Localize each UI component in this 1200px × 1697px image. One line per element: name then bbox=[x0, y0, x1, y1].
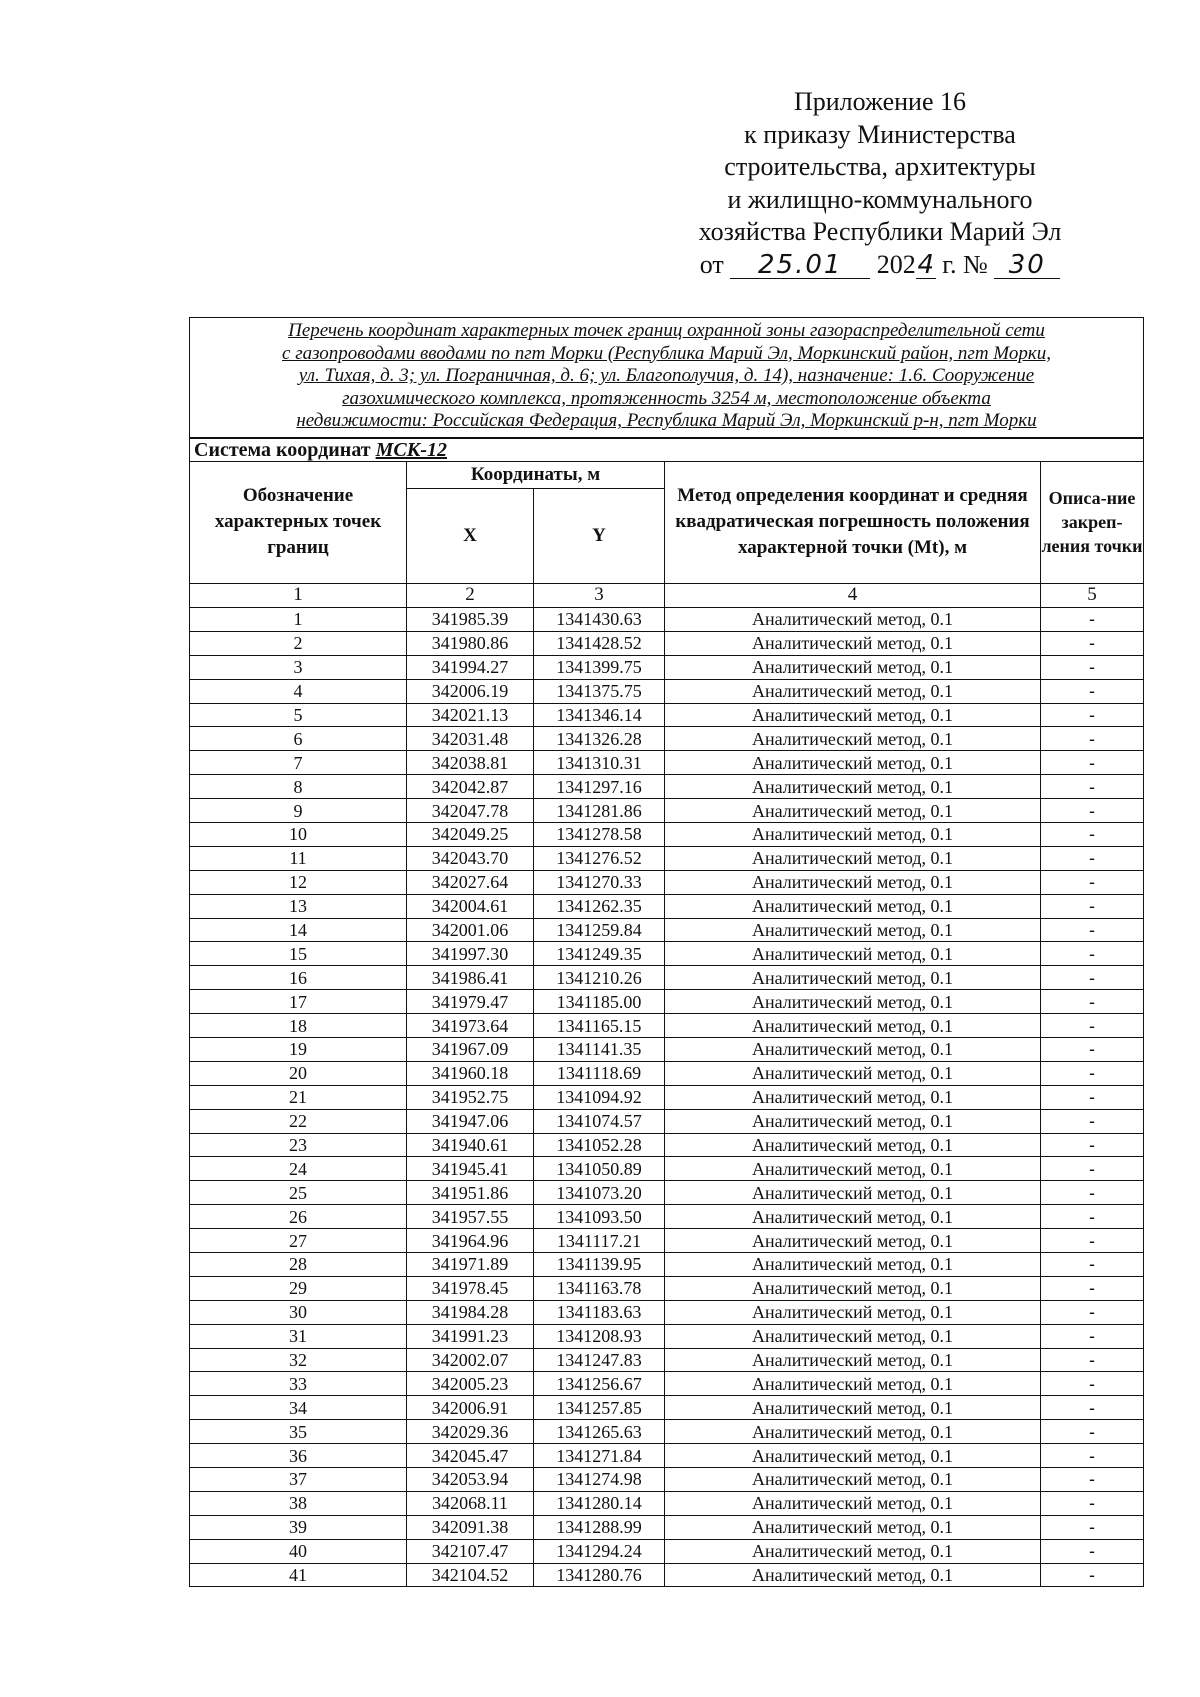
coord-y: 1341346.14 bbox=[534, 703, 665, 727]
coord-y: 1341074.57 bbox=[534, 1109, 665, 1133]
coord-x: 341986.41 bbox=[407, 966, 534, 990]
point-number: 40 bbox=[190, 1539, 407, 1563]
coord-y: 1341165.15 bbox=[534, 1014, 665, 1038]
coordinate-system bbox=[190, 438, 1144, 462]
point-number: 3 bbox=[190, 655, 407, 679]
description: - bbox=[1041, 1109, 1144, 1133]
coord-x: 341971.89 bbox=[407, 1253, 534, 1277]
coord-x: 342045.47 bbox=[407, 1444, 534, 1468]
point-number: 34 bbox=[190, 1396, 407, 1420]
coord-x: 341980.86 bbox=[407, 631, 534, 655]
column-number: 3 bbox=[534, 583, 665, 607]
table-row bbox=[190, 751, 1144, 775]
description: - bbox=[1041, 1324, 1144, 1348]
column-number: 5 bbox=[1041, 583, 1144, 607]
description: - bbox=[1041, 1205, 1144, 1229]
table-row bbox=[190, 1348, 1144, 1372]
coord-x: 342001.06 bbox=[407, 918, 534, 942]
coord-y: 1341052.28 bbox=[534, 1133, 665, 1157]
point-number: 4 bbox=[190, 679, 407, 703]
table-row bbox=[190, 822, 1144, 846]
coord-y: 1341430.63 bbox=[534, 607, 665, 631]
table-row bbox=[190, 1396, 1144, 1420]
coord-y: 1341073.20 bbox=[534, 1181, 665, 1205]
coord-x: 342004.61 bbox=[407, 894, 534, 918]
method: Аналитический метод, 0.1 bbox=[665, 1061, 1041, 1085]
table-row bbox=[190, 679, 1144, 703]
coord-y: 1341281.86 bbox=[534, 799, 665, 823]
point-number: 36 bbox=[190, 1444, 407, 1468]
point-number: 2 bbox=[190, 631, 407, 655]
description: - bbox=[1041, 1085, 1144, 1109]
coordinate-system-value: МСК-12 bbox=[375, 438, 447, 461]
table-row bbox=[190, 1205, 1144, 1229]
description: - bbox=[1041, 775, 1144, 799]
coord-y: 1341294.24 bbox=[534, 1539, 665, 1563]
coord-x: 342053.94 bbox=[407, 1468, 534, 1492]
method: Аналитический метод, 0.1 bbox=[665, 703, 1041, 727]
description: - bbox=[1041, 894, 1144, 918]
coordinate-system-row bbox=[190, 438, 1144, 462]
method: Аналитический метод, 0.1 bbox=[665, 727, 1041, 751]
point-number: 29 bbox=[190, 1276, 407, 1300]
header-y: Y bbox=[534, 488, 665, 583]
method: Аналитический метод, 0.1 bbox=[665, 1229, 1041, 1253]
point-number: 33 bbox=[190, 1372, 407, 1396]
description: - bbox=[1041, 1468, 1144, 1492]
year-prefix: 202 bbox=[876, 249, 916, 279]
method: Аналитический метод, 0.1 bbox=[665, 1468, 1041, 1492]
description: - bbox=[1041, 631, 1144, 655]
method: Аналитический метод, 0.1 bbox=[665, 751, 1041, 775]
method: Аналитический метод, 0.1 bbox=[665, 799, 1041, 823]
coord-y: 1341280.14 bbox=[534, 1491, 665, 1515]
table-row bbox=[190, 942, 1144, 966]
description: - bbox=[1041, 655, 1144, 679]
coord-y: 1341265.63 bbox=[534, 1420, 665, 1444]
point-number: 16 bbox=[190, 966, 407, 990]
description: - bbox=[1041, 1396, 1144, 1420]
coord-x: 342029.36 bbox=[407, 1420, 534, 1444]
point-number: 32 bbox=[190, 1348, 407, 1372]
point-number: 10 bbox=[190, 822, 407, 846]
description: - bbox=[1041, 1229, 1144, 1253]
ministry-line-2: и жилищно-коммунального bbox=[727, 184, 1033, 214]
method: Аналитический метод, 0.1 bbox=[665, 870, 1041, 894]
method: Аналитический метод, 0.1 bbox=[665, 1276, 1041, 1300]
coord-x: 342107.47 bbox=[407, 1539, 534, 1563]
description: - bbox=[1041, 1181, 1144, 1205]
coord-x: 341967.09 bbox=[407, 1038, 534, 1062]
point-number: 39 bbox=[190, 1515, 407, 1539]
coord-x: 341984.28 bbox=[407, 1300, 534, 1324]
method: Аналитический метод, 0.1 bbox=[665, 1372, 1041, 1396]
table-row bbox=[190, 1563, 1144, 1587]
description: - bbox=[1041, 607, 1144, 631]
table-row bbox=[190, 1515, 1144, 1539]
coord-y: 1341094.92 bbox=[534, 1085, 665, 1109]
table-row bbox=[190, 1444, 1144, 1468]
coord-y: 1341399.75 bbox=[534, 655, 665, 679]
coord-y: 1341276.52 bbox=[534, 846, 665, 870]
coord-x: 342038.81 bbox=[407, 751, 534, 775]
table-row bbox=[190, 799, 1144, 823]
coord-x: 342068.11 bbox=[407, 1491, 534, 1515]
table-row bbox=[190, 1491, 1144, 1515]
coord-y: 1341256.67 bbox=[534, 1372, 665, 1396]
method: Аналитический метод, 0.1 bbox=[665, 942, 1041, 966]
method: Аналитический метод, 0.1 bbox=[665, 918, 1041, 942]
coord-x: 341940.61 bbox=[407, 1133, 534, 1157]
description: - bbox=[1041, 1491, 1144, 1515]
coord-y: 1341210.26 bbox=[534, 966, 665, 990]
coord-y: 1341288.99 bbox=[534, 1515, 665, 1539]
order-date-line bbox=[660, 249, 1100, 282]
table-title-line: Перечень координат характерных точек границ охранной зоны газораспределительной сети bbox=[288, 320, 1045, 341]
table-row bbox=[190, 1157, 1144, 1181]
method: Аналитический метод, 0.1 bbox=[665, 775, 1041, 799]
point-number: 23 bbox=[190, 1133, 407, 1157]
table-row bbox=[190, 1014, 1144, 1038]
coord-y: 1341274.98 bbox=[534, 1468, 665, 1492]
number-prefix: г. № bbox=[942, 249, 988, 279]
order-number: 30 bbox=[994, 252, 1060, 279]
point-number: 30 bbox=[190, 1300, 407, 1324]
method: Аналитический метод, 0.1 bbox=[665, 990, 1041, 1014]
table-row bbox=[190, 846, 1144, 870]
coord-x: 342006.19 bbox=[407, 679, 534, 703]
table-row bbox=[190, 894, 1144, 918]
coord-x: 341985.39 bbox=[407, 607, 534, 631]
column-number-row bbox=[190, 583, 1144, 607]
point-number: 21 bbox=[190, 1085, 407, 1109]
coord-x: 342021.13 bbox=[407, 703, 534, 727]
coord-x: 342031.48 bbox=[407, 727, 534, 751]
coord-y: 1341050.89 bbox=[534, 1157, 665, 1181]
point-number: 28 bbox=[190, 1253, 407, 1277]
coord-y: 1341093.50 bbox=[534, 1205, 665, 1229]
point-number: 24 bbox=[190, 1157, 407, 1181]
description: - bbox=[1041, 1253, 1144, 1277]
coord-x: 341991.23 bbox=[407, 1324, 534, 1348]
coord-y: 1341297.16 bbox=[534, 775, 665, 799]
coord-y: 1341118.69 bbox=[534, 1061, 665, 1085]
coord-x: 341979.47 bbox=[407, 990, 534, 1014]
coord-x: 341952.75 bbox=[407, 1085, 534, 1109]
description: - bbox=[1041, 727, 1144, 751]
description: - bbox=[1041, 1157, 1144, 1181]
point-number: 35 bbox=[190, 1420, 407, 1444]
method: Аналитический метод, 0.1 bbox=[665, 607, 1041, 631]
table-row bbox=[190, 655, 1144, 679]
description: - bbox=[1041, 1515, 1144, 1539]
description: - bbox=[1041, 1563, 1144, 1587]
table-title-line: газохимического комплекса, протяженность 3254 м, местоположение объекта bbox=[342, 387, 991, 409]
point-number: 9 bbox=[190, 799, 407, 823]
description: - bbox=[1041, 1372, 1144, 1396]
table-title-row bbox=[190, 318, 1144, 438]
point-number: 1 bbox=[190, 607, 407, 631]
method: Аналитический метод, 0.1 bbox=[665, 1396, 1041, 1420]
point-number: 19 bbox=[190, 1038, 407, 1062]
method: Аналитический метод, 0.1 bbox=[665, 822, 1041, 846]
coord-x: 342104.52 bbox=[407, 1563, 534, 1587]
coord-x: 342091.38 bbox=[407, 1515, 534, 1539]
ministry-line-1: строительства, архитектуры bbox=[724, 152, 1036, 181]
coord-y: 1341117.21 bbox=[534, 1229, 665, 1253]
coord-y: 1341375.75 bbox=[534, 679, 665, 703]
point-number: 15 bbox=[190, 942, 407, 966]
coord-y: 1341257.85 bbox=[534, 1396, 665, 1420]
coord-x: 341994.27 bbox=[407, 655, 534, 679]
coord-y: 1341141.35 bbox=[534, 1038, 665, 1062]
column-number: 2 bbox=[407, 583, 534, 607]
method: Аналитический метод, 0.1 bbox=[665, 1420, 1041, 1444]
coord-y: 1341278.58 bbox=[534, 822, 665, 846]
description: - bbox=[1041, 942, 1144, 966]
ministry-line-3: хозяйства Республики Марий Эл bbox=[698, 217, 1062, 246]
point-number: 11 bbox=[190, 846, 407, 870]
table-row bbox=[190, 607, 1144, 631]
method: Аналитический метод, 0.1 bbox=[665, 1133, 1041, 1157]
description: - bbox=[1041, 679, 1144, 703]
coord-y: 1341270.33 bbox=[534, 870, 665, 894]
method: Аналитический метод, 0.1 bbox=[665, 846, 1041, 870]
method: Аналитический метод, 0.1 bbox=[665, 1181, 1041, 1205]
point-number: 8 bbox=[190, 775, 407, 799]
point-number: 25 bbox=[190, 1181, 407, 1205]
method: Аналитический метод, 0.1 bbox=[665, 1491, 1041, 1515]
table-row bbox=[190, 1085, 1144, 1109]
coord-y: 1341183.63 bbox=[534, 1300, 665, 1324]
coord-x: 342006.91 bbox=[407, 1396, 534, 1420]
coord-x: 341973.64 bbox=[407, 1014, 534, 1038]
method: Аналитический метод, 0.1 bbox=[665, 1300, 1041, 1324]
method: Аналитический метод, 0.1 bbox=[665, 1539, 1041, 1563]
coord-y: 1341249.35 bbox=[534, 942, 665, 966]
table-row bbox=[190, 1061, 1144, 1085]
point-number: 12 bbox=[190, 870, 407, 894]
table-row bbox=[190, 1109, 1144, 1133]
description: - bbox=[1041, 1420, 1144, 1444]
table-row bbox=[190, 870, 1144, 894]
method: Аналитический метод, 0.1 bbox=[665, 1444, 1041, 1468]
table-row bbox=[190, 1468, 1144, 1492]
appendix-title: Приложение 16 bbox=[793, 87, 967, 116]
method: Аналитический метод, 0.1 bbox=[665, 1157, 1041, 1181]
coord-x: 342047.78 bbox=[407, 799, 534, 823]
description: - bbox=[1041, 1276, 1144, 1300]
table-row bbox=[190, 727, 1144, 751]
appendix-header bbox=[660, 86, 1100, 281]
method: Аналитический метод, 0.1 bbox=[665, 894, 1041, 918]
year-digit: 4 bbox=[917, 249, 934, 280]
point-number: 20 bbox=[190, 1061, 407, 1085]
method: Аналитический метод, 0.1 bbox=[665, 1085, 1041, 1109]
column-number: 4 bbox=[665, 583, 1041, 607]
table-row bbox=[190, 918, 1144, 942]
header-coordinates: Координаты, м bbox=[407, 461, 665, 488]
coord-x: 341964.96 bbox=[407, 1229, 534, 1253]
method: Аналитический метод, 0.1 bbox=[665, 1038, 1041, 1062]
coordinate-system-label: Система координат bbox=[194, 438, 371, 461]
table-row bbox=[190, 1229, 1144, 1253]
point-number: 6 bbox=[190, 727, 407, 751]
table-title bbox=[190, 318, 1144, 438]
order-ref-line: к приказу Министерства bbox=[744, 119, 1016, 149]
table-title-line: ул. Тихая, д. 3; ул. Пограничная, д. 6; ул. Благополучия, д. 14), назначение: 1.6. Сооружение bbox=[298, 365, 1035, 387]
description: - bbox=[1041, 846, 1144, 870]
coord-x: 342005.23 bbox=[407, 1372, 534, 1396]
method: Аналитический метод, 0.1 bbox=[665, 1205, 1041, 1229]
point-number: 7 bbox=[190, 751, 407, 775]
table-row bbox=[190, 1038, 1144, 1062]
table-row bbox=[190, 1324, 1144, 1348]
coord-y: 1341262.35 bbox=[534, 894, 665, 918]
table-row bbox=[190, 966, 1144, 990]
order-date: 25.01 bbox=[730, 252, 870, 279]
coord-x: 342027.64 bbox=[407, 870, 534, 894]
method: Аналитический метод, 0.1 bbox=[665, 1515, 1041, 1539]
point-number: 14 bbox=[190, 918, 407, 942]
coord-x: 342043.70 bbox=[407, 846, 534, 870]
method: Аналитический метод, 0.1 bbox=[665, 631, 1041, 655]
description: - bbox=[1041, 1300, 1144, 1324]
coord-x: 342002.07 bbox=[407, 1348, 534, 1372]
description: - bbox=[1041, 1539, 1144, 1563]
coord-x: 341945.41 bbox=[407, 1157, 534, 1181]
table-row bbox=[190, 1539, 1144, 1563]
description: - bbox=[1041, 1444, 1144, 1468]
coord-y: 1341310.31 bbox=[534, 751, 665, 775]
method: Аналитический метод, 0.1 bbox=[665, 1348, 1041, 1372]
header-row-1 bbox=[190, 461, 1144, 488]
method: Аналитический метод, 0.1 bbox=[665, 1253, 1041, 1277]
coord-x: 341957.55 bbox=[407, 1205, 534, 1229]
header-x: X bbox=[407, 488, 534, 583]
description: - bbox=[1041, 799, 1144, 823]
coord-y: 1341247.83 bbox=[534, 1348, 665, 1372]
table-row bbox=[190, 1133, 1144, 1157]
method: Аналитический метод, 0.1 bbox=[665, 1563, 1041, 1587]
description: - bbox=[1041, 870, 1144, 894]
coord-y: 1341428.52 bbox=[534, 631, 665, 655]
table-row bbox=[190, 1420, 1144, 1444]
coord-y: 1341163.78 bbox=[534, 1276, 665, 1300]
table-row bbox=[190, 990, 1144, 1014]
description: - bbox=[1041, 990, 1144, 1014]
description: - bbox=[1041, 1038, 1144, 1062]
description: - bbox=[1041, 1133, 1144, 1157]
method: Аналитический метод, 0.1 bbox=[665, 1014, 1041, 1038]
table-title-line: с газопроводами вводами по пгт Морки (Республика Марий Эл, Моркинский район, пгт Морки, bbox=[282, 342, 1051, 364]
point-number: 5 bbox=[190, 703, 407, 727]
description: - bbox=[1041, 751, 1144, 775]
description: - bbox=[1041, 703, 1144, 727]
table-row bbox=[190, 775, 1144, 799]
date-prefix: от bbox=[699, 249, 724, 279]
point-number: 38 bbox=[190, 1491, 407, 1515]
point-number: 18 bbox=[190, 1014, 407, 1038]
coord-y: 1341259.84 bbox=[534, 918, 665, 942]
table-row bbox=[190, 1276, 1144, 1300]
table-row bbox=[190, 1253, 1144, 1277]
coord-x: 341960.18 bbox=[407, 1061, 534, 1085]
description: - bbox=[1041, 1348, 1144, 1372]
method: Аналитический метод, 0.1 bbox=[665, 679, 1041, 703]
coord-y: 1341208.93 bbox=[534, 1324, 665, 1348]
coord-x: 342042.87 bbox=[407, 775, 534, 799]
method: Аналитический метод, 0.1 bbox=[665, 1109, 1041, 1133]
coord-x: 341978.45 bbox=[407, 1276, 534, 1300]
table-row bbox=[190, 1372, 1144, 1396]
method: Аналитический метод, 0.1 bbox=[665, 655, 1041, 679]
description: - bbox=[1041, 1061, 1144, 1085]
coord-y: 1341280.76 bbox=[534, 1563, 665, 1587]
description: - bbox=[1041, 966, 1144, 990]
coord-y: 1341326.28 bbox=[534, 727, 665, 751]
point-number: 22 bbox=[190, 1109, 407, 1133]
point-number: 31 bbox=[190, 1324, 407, 1348]
coordinates-table bbox=[189, 317, 1144, 1587]
table-row bbox=[190, 1181, 1144, 1205]
table-row bbox=[190, 631, 1144, 655]
table-row bbox=[190, 1300, 1144, 1324]
point-number: 17 bbox=[190, 990, 407, 1014]
coord-x: 342049.25 bbox=[407, 822, 534, 846]
header-description: Описа-ние закреп-ления точки bbox=[1041, 461, 1144, 583]
coord-y: 1341271.84 bbox=[534, 1444, 665, 1468]
description: - bbox=[1041, 1014, 1144, 1038]
coord-x: 341947.06 bbox=[407, 1109, 534, 1133]
coord-x: 341951.86 bbox=[407, 1181, 534, 1205]
coord-x: 341997.30 bbox=[407, 942, 534, 966]
description: - bbox=[1041, 918, 1144, 942]
table-row bbox=[190, 703, 1144, 727]
method: Аналитический метод, 0.1 bbox=[665, 966, 1041, 990]
description: - bbox=[1041, 822, 1144, 846]
point-number: 26 bbox=[190, 1205, 407, 1229]
header-designation: Обозначение характерных точек границ bbox=[190, 461, 407, 583]
column-number: 1 bbox=[190, 583, 407, 607]
point-number: 37 bbox=[190, 1468, 407, 1492]
coord-y: 1341185.00 bbox=[534, 990, 665, 1014]
method: Аналитический метод, 0.1 bbox=[665, 1324, 1041, 1348]
point-number: 41 bbox=[190, 1563, 407, 1587]
point-number: 13 bbox=[190, 894, 407, 918]
coord-y: 1341139.95 bbox=[534, 1253, 665, 1277]
point-number: 27 bbox=[190, 1229, 407, 1253]
table-title-line: недвижимости: Российская Федерация, Республика Марий Эл, Моркинский р-н, пгт Морки bbox=[296, 410, 1037, 432]
header-method: Метод определения координат и средняя квадратическая погрешность положения характерной точки (Mt), м bbox=[665, 461, 1041, 583]
